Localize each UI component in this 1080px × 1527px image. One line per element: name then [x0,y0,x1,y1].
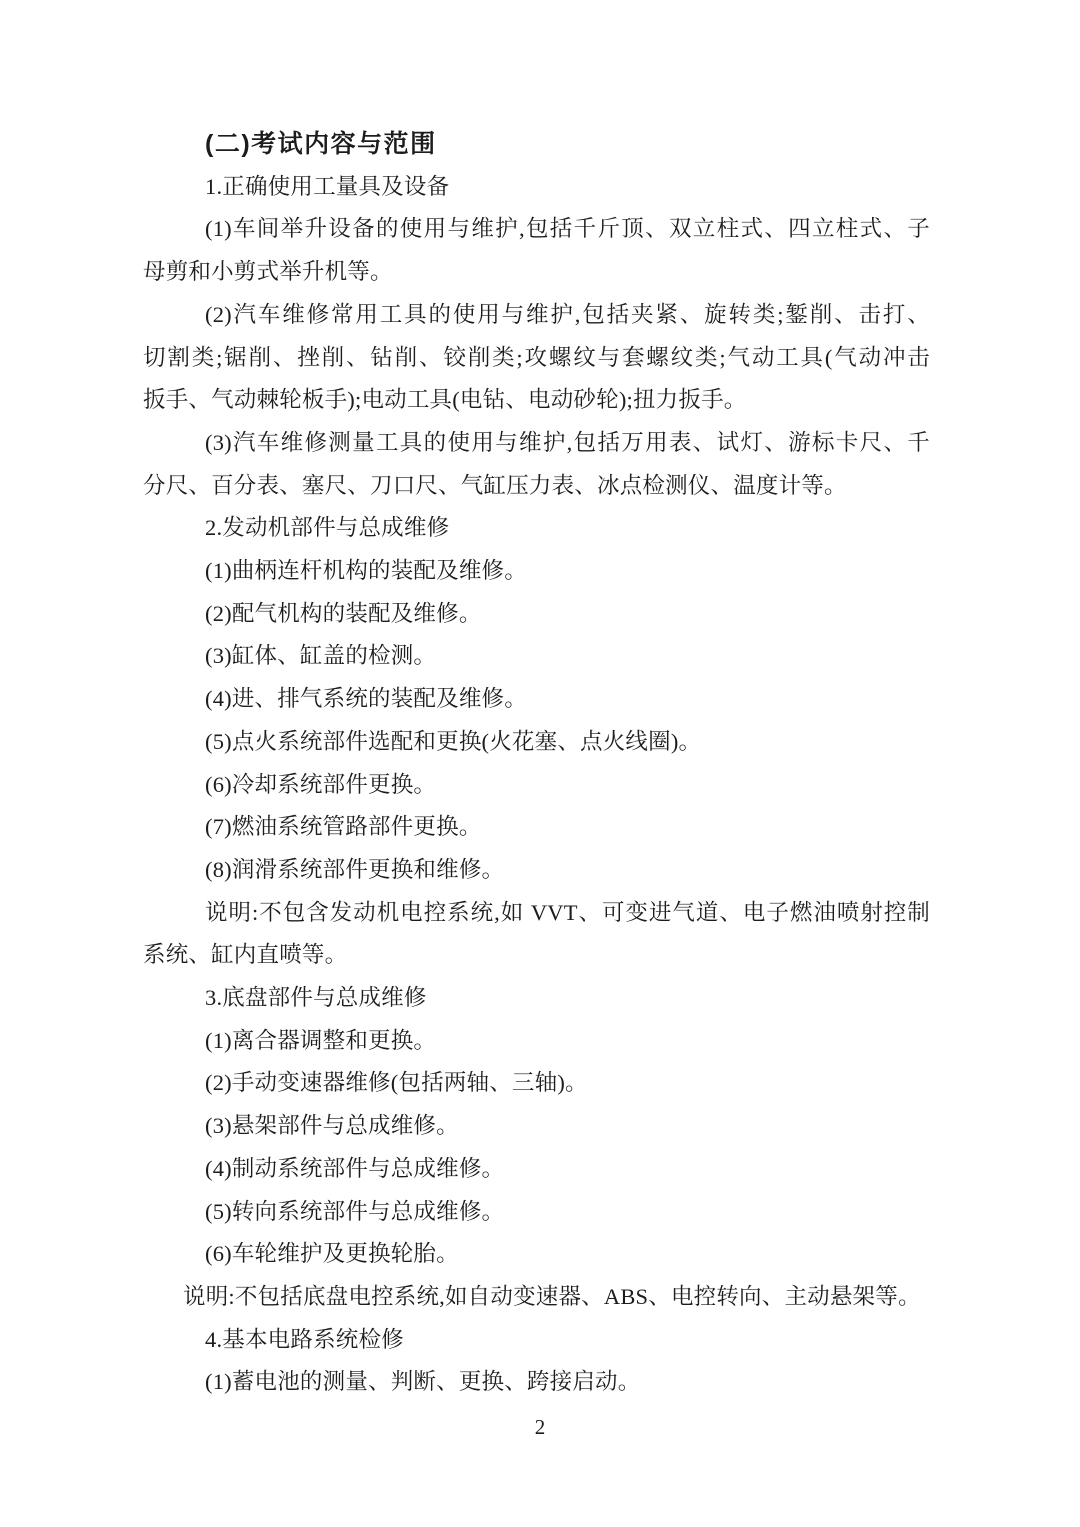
list-item: (2)配气机构的装配及维修。 [205,600,482,626]
list-item: (4)进、排气系统的装配及维修。 [205,686,527,712]
continuation-line: 母剪和小剪式举升机等。 [143,259,393,285]
item-heading: 1.正确使用工量具及设备 [205,173,450,199]
list-item: (1)曲柄连杆机构的装配及维修。 [205,558,527,584]
item-heading: 4.基本电路系统检修 [205,1326,404,1352]
section-heading: (二)考试内容与范围 [205,130,437,158]
continuation-line: 系统、缸内直喷等。 [143,942,348,968]
list-item: (8)润滑系统部件更换和维修。 [205,856,505,882]
list-item: (5)点火系统部件选配和更换(火花塞、点火线圈)。 [205,728,702,754]
list-item: (3)缸体、缸盖的检测。 [205,643,437,669]
list-item: (3)悬架部件与总成维修。 [205,1113,459,1139]
list-item: (2)汽车维修常用工具的使用与维护,包括夹紧、旋转类;錾削、击打、 [205,301,930,327]
list-item: (6)冷却系统部件更换。 [205,771,437,797]
list-item: (4)制动系统部件与总成维修。 [205,1155,505,1181]
list-item: (1)车间举升设备的使用与维护,包括千斤顶、双立柱式、四立柱式、子 [205,216,930,242]
continuation-line: 切割类;锯削、挫削、钻削、铰削类;攻螺纹与套螺纹类;气动工具(气动冲击 [143,344,930,370]
page-number: 2 [534,1415,546,1439]
list-item: (6)车轮维护及更换轮胎。 [205,1241,459,1267]
list-item: (7)燃油系统管路部件更换。 [205,814,482,840]
item-heading: 2.发动机部件与总成维修 [205,515,450,541]
note-line: 说明:不包含发动机电控系统,如 VVT、可变进气道、电子燃油喷射控制 [205,899,930,925]
list-item: (1)蓄电池的测量、判断、更换、跨接启动。 [205,1369,641,1395]
item-heading: 3.底盘部件与总成维修 [205,985,427,1011]
list-item: (1)离合器调整和更换。 [205,1027,437,1053]
list-item: (3)汽车维修测量工具的使用与维护,包括万用表、试灯、游标卡尺、千 [205,429,930,455]
list-item: (5)转向系统部件与总成维修。 [205,1198,505,1224]
note-line: 说明:不包括底盘电控系统,如自动变速器、ABS、电控转向、主动悬架等。 [183,1283,921,1309]
continuation-line: 分尺、百分表、塞尺、刀口尺、气缸压力表、冰点检测仪、温度计等。 [143,472,847,498]
document-body [143,123,930,1404]
list-item: (2)手动变速器维修(包括两轴、三轴)。 [205,1070,588,1096]
continuation-line: 扳手、气动棘轮板手);电动工具(电钻、电动砂轮);扭力扳手。 [143,387,747,413]
